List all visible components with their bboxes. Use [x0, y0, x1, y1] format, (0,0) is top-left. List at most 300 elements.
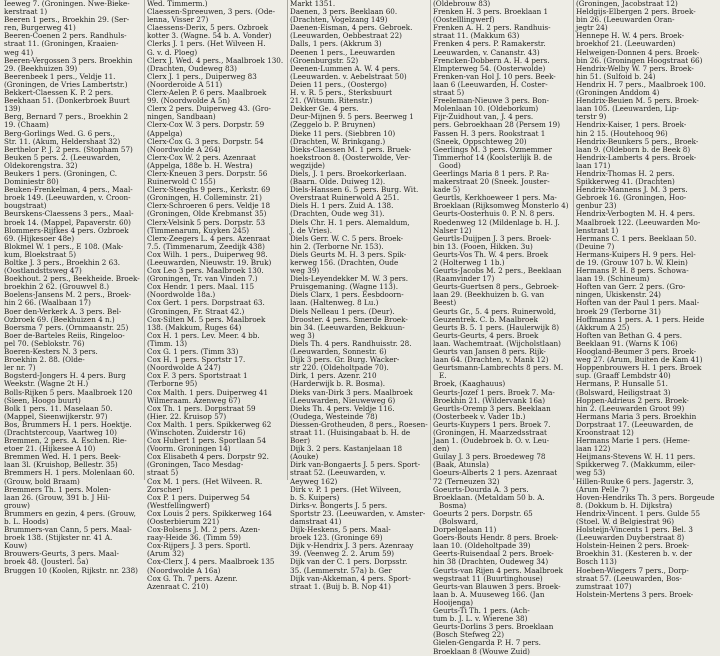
directory-entry-line: bougstraat): [4, 201, 47, 211]
directory-entry-line: Geurtls, Kerkhoeweer 1 pers. Ma-: [433, 193, 557, 203]
directory-entry-line: Cox F. 3 pers. Sportstraat 1: [147, 371, 248, 381]
directory-entry-line: Cox M. 1 pers. (Het Wilveen. R.: [147, 476, 263, 486]
directory-entry-line: (Groenburgstr. 52): [290, 55, 359, 65]
directory-entry-line: (Drachten, W. Brinkgang.): [290, 136, 386, 146]
directory-entry-line: Clerx-Kneuen 3 pers. Dorpstr. 56: [147, 168, 268, 178]
directory-column-4: [431, 0, 574, 656]
directory-entry-line: Diels Th. 4 pers. Randhuisstr. 28.: [290, 338, 412, 348]
directory-column-2: [145, 0, 288, 591]
directory-entry-line: 39. (Veenweg 2. 2. Arum 59): [290, 549, 395, 559]
directory-entry-line: (Deuine 7): [576, 241, 615, 251]
directory-entry-line: hin 51. (Sulfoid b. 24): [576, 71, 656, 81]
directory-entry-line: (Groningen, de Vries Lambertstr.): [4, 79, 128, 89]
directory-entry-line: straat 52. (Leeuwarden, v.: [290, 468, 386, 478]
directory-entry-line: Hoften van Gerr. 2 pers. (Gro-: [576, 282, 686, 292]
directory-entry-line: 138. (Makkum, Ruges 64): [147, 322, 242, 332]
directory-entry-line: Cox H. 1 pers. Lev. Meer. 4 bb.: [147, 330, 260, 340]
directory-entry-line: Geerts-Ruisendaal 2 pers. Broek-: [433, 549, 554, 559]
directory-entry-line: Hendrix-Mannens J. M. 3 pers.: [576, 185, 688, 195]
directory-entry-line: Wed. Timmerm.): [147, 0, 208, 8]
directory-entry-line: Geerlings Maria 8 1 pers. P. Ra-: [433, 168, 549, 178]
directory-entry-line: Geurtls-Duijpen J. 3 pers. Broek-: [433, 233, 552, 243]
directory-entry-line: Gielen-Gengarda P. H. 7 pers.: [433, 638, 541, 648]
directory-entry-line: Cox Leo 3 pers. Maalbroek 130.: [147, 266, 264, 276]
directory-entry-line: Overstraat Ruinerwold A 251.: [290, 193, 400, 203]
directory-entry-line: Bolls-Rijken 5 pers. Maalbroek 120: [4, 387, 133, 397]
directory-entry-line: Hoppenbrouwers H. 1 pers. Broek: [576, 363, 702, 373]
directory-entry-line: Cox-Silten M. 5 pers. Maalbroek: [147, 314, 266, 324]
directory-entry-line: Dieke 11 pers. (Siebbren 10): [290, 128, 396, 138]
directory-entry-line: (Aouke): [290, 452, 319, 462]
directory-entry-line: Geurts-Jacobs M. 2 pers., Beeklaan: [433, 266, 562, 276]
directory-entry-line: Geurts-van Rijen 4 pers. Maalbroek: [433, 565, 564, 575]
directory-entry-line: Ozbroek 69. (Beekhuizen 4 n.): [4, 314, 115, 324]
directory-entry-line: Ruinerwold C 155): [147, 177, 216, 187]
directory-entry-line: Cox Th. 1 pers. Dorpstraat 59: [147, 403, 256, 413]
directory-entry-line: broek 123. (Groninge 69): [290, 533, 383, 543]
directory-entry-line: lenna, Visser 27): [147, 15, 209, 25]
directory-entry-line: Clerx 2 pers. Duiperweg 43. (Gro-: [147, 104, 271, 114]
directory-entry-line: weg 39): [290, 266, 320, 276]
directory-entry-line: Boelens-Jansens M. 2 pers., Broek-: [4, 290, 132, 300]
directory-entry-line: Dalls, 1 pers. (Akkrum 3): [290, 39, 382, 49]
directory-entry-line: Cox Malth. 1 pers. Spikkerweg 62: [147, 419, 272, 429]
directory-entry-line: (Mappel, Sieenwijkerstr. 97): [4, 411, 108, 421]
directory-entry-line: Cox Hubert 1 pers. Sportlaan 54: [147, 436, 267, 446]
directory-entry-line: laan b. A. Muuseweg 166. (Jan: [433, 589, 545, 599]
directory-entry-line: Hooijenga): [433, 597, 474, 607]
directory-entry-line: (Sneek, Oppschteweg 20): [433, 136, 527, 146]
directory-entry-line: Cox-Bolsens J. M. 2 pers. Azen-: [147, 525, 261, 535]
directory-entry-line: (Groningen, Olde Krebmanst 35): [147, 209, 267, 219]
directory-entry-line: (Leeuwarden Duyberstraat 8): [576, 533, 685, 543]
directory-entry-line: Cox Wilh. 1 pers., Duiperweg 98.: [147, 249, 268, 259]
directory-entry-line: Frenken 4 pers. P. Ramakerstr.: [433, 39, 546, 49]
directory-entry-line: (Hier. 22. Kruisop 57): [147, 411, 227, 421]
directory-entry-line: hin 2. (Terborne Nr. 153).: [290, 241, 384, 251]
directory-entry-line: Goeurts 2 pers. Dorpstr. 65 (Bolsward,: [433, 508, 533, 526]
directory-entry-line: Aeyweg 162): [290, 476, 338, 486]
directory-entry-line: (Timm. 13): [147, 338, 188, 348]
directory-entry-line: Bremmen Wed. H. 1 pers. Beek-: [4, 452, 121, 462]
directory-entry-line: str 220. (Oldeholtpade 70).: [290, 363, 389, 373]
directory-entry-line: Geurts B. 5. 1 pers. (Haulerwijk 8): [433, 322, 559, 332]
directory-entry-line: makerstraat 20 (Sneek. Jouster-: [433, 177, 550, 187]
directory-entry-line: bin 34. (Leeuwarden, Bekkuun-: [290, 322, 405, 332]
directory-entry-line: Goeurs-Alberts 2 1 pers. Azenraat: [433, 468, 558, 478]
directory-entry-line: laan 64. (Drachten, v. Mank 12): [433, 355, 549, 365]
directory-entry-line: Broeklaan 8 (Wouwe Zuid): [433, 646, 530, 656]
directory-entry-line: (Noordwolde A 264): [147, 144, 221, 154]
directory-entry-line: (Akkrum A 25): [576, 322, 630, 332]
directory-entry-line: weg 53): [576, 468, 606, 478]
directory-entry-line: J. de Vries).: [290, 225, 332, 235]
directory-entry-line: kerstraat 1): [4, 7, 48, 17]
directory-entry-line: wegstraat 11 (Buurtinghouse): [433, 573, 543, 583]
directory-entry-line: Zorscher): [147, 484, 183, 494]
directory-entry-line: laan 26. (Grouw, 391 b. J Hil-: [4, 492, 110, 502]
directory-entry-line: straat 11. (Groningen, Kraaien-: [4, 39, 119, 49]
directory-entry-line: Dominiestr 80): [4, 177, 59, 187]
directory-entry-line: Nalser 12): [433, 225, 472, 235]
directory-entry-line: Berg, Bernard 7 pers., Broekhin 2: [4, 112, 129, 122]
directory-entry-line: Geurts-van Blauwen 3 pers. Broek-: [433, 581, 561, 591]
directory-entry-line: Dijk van-Akkeman, 4 pers. Sport-: [290, 573, 411, 583]
directory-entry-line: Geurts-Geurts, 4 pers. Broek: [433, 330, 539, 340]
directory-entry-line: Clerx-Cox G. 3 pers. Dorpstr. 54: [147, 136, 264, 146]
directory-entry-line: etoer 21. (Hijkesee A 10): [4, 444, 96, 454]
directory-entry-line: laan 29. (Beekhuizen b. G. van: [433, 290, 545, 300]
directory-entry-line: Fassen H. 3 pers. Rookstraat 1: [433, 128, 546, 138]
directory-entry-line: hin 2 15. (Houtehooq 96): [576, 128, 668, 138]
directory-entry-line: Bolk 1 pers. 11. Maselaan 50.: [4, 403, 113, 413]
directory-entry-line: Geurts van Jansen 8 pers. Rijk-: [433, 347, 546, 357]
directory-entry-line: (Oldebrouw 83): [433, 0, 491, 8]
directory-entry-line: (Groningen, Taco Mesdag-: [147, 460, 244, 470]
directory-entry-line: Geurts-Ti Th. 1 pers. (Ach-: [433, 606, 530, 616]
directory-entry-line: broek 138. (Stijkster nr. 41 A.: [4, 533, 113, 543]
directory-entry-line: Hoften van Bethan G. 4 pers.: [576, 330, 682, 340]
directory-entry-line: laan 3l. (Kruishop, Bellestr. 35): [4, 460, 118, 470]
directory-entry-line: Daenen-Eisman, 4 pers. Gebroek.: [290, 23, 413, 33]
directory-entry-line: (Timmenarum, Kuyken 245): [147, 225, 250, 235]
directory-entry-line: Diels Geurts M. H. 3 pers. Spik-: [290, 249, 407, 259]
directory-entry-line: weg 41): [4, 47, 34, 57]
directory-entry-line: hin 2. (Leeuwarden Groot 99): [576, 403, 685, 413]
directory-entry-line: bin 26. (Groningen Hoogstraat 66): [576, 55, 703, 65]
directory-entry-line: Blommers-Rijfkes 4 pers. Ozbroek: [4, 225, 129, 235]
directory-entry-line: Hillen-Ruuke 6 pers. Jagerstr. 3,: [576, 476, 694, 486]
directory-entry-line: 139): [4, 104, 21, 114]
directory-entry-line: Gebroek 16. (Groningen, Hoo-: [576, 193, 687, 203]
directory-entry-line: laan 6 (Leeuwarden, H. Coster-: [433, 79, 548, 89]
directory-entry-line: Hendrix-Welby W. 7 pers. Broek-: [576, 63, 694, 73]
directory-entry-line: Brouwers-Geurts, 3 pers. Maal-: [4, 549, 119, 559]
directory-entry-line: Dirk van-Bongaerts J. 5 pers. Sport-: [290, 460, 421, 470]
directory-entry-line: Heldgijs-Elbergen 2 pers. Broek-: [576, 7, 696, 17]
directory-entry-line: Clerx-Cox W. 2 pers. Azenraat: [147, 152, 256, 162]
directory-entry-line: Holstein-Heinen 2 pers. Broek-: [576, 541, 690, 551]
directory-entry-line: Cox Malth. 1 pers. Duiperweg 41: [147, 387, 269, 397]
directory-entry-line: Hermans Marie 1 pers. (Heme-: [576, 436, 690, 446]
directory-entry-line: Hendrix-Kaiser, 1 pers. Broek-: [576, 120, 687, 130]
directory-entry-line: Beerenbeek 1 pers., Veldje 11.: [4, 71, 116, 81]
directory-entry-line: Hermans Maria 3 pers. Broekhin: [576, 411, 697, 421]
directory-entry-line: de 19. (Grouw 107 b. W. Klein): [576, 258, 688, 267]
directory-entry-line: Cox Louis 2 pers. Spikkerweg 164: [147, 508, 272, 518]
directory-entry-line: straat 11. (Makkum 63): [433, 31, 520, 41]
directory-entry-line: Helweigen-Donnen 4 pers. Broek-: [576, 47, 700, 57]
directory-entry-line: Hendrix-Thomas H. 2 pers.: [576, 168, 675, 178]
directory-entry-line: Bremmers H. 1 pers. Molenlaan 60.: [4, 468, 135, 478]
directory-entry-line: laan 19. (Schineum): [576, 274, 650, 284]
directory-entry-line: (Baarn. Olde. Duiweg 12).: [290, 177, 386, 187]
directory-entry-line: Dirk v. P. 1 pers. (Het Wilveen,: [290, 484, 402, 494]
directory-entry-line: Weekstr. (Wagne 2t H.): [4, 379, 89, 389]
directory-entry-line: Timmerhof 14 (Koolsterlijk B. de Good): [433, 152, 553, 170]
directory-entry-line: Hendrix-Beunkers 5 pers., Broek-: [576, 136, 699, 146]
directory-entry-line: Hoogland-Beumer 3 pers. Broek-: [576, 347, 697, 357]
directory-column-3: [288, 0, 431, 591]
directory-entry-line: Dijk v-Hendrix J. 3 pers. Azenraay: [290, 541, 414, 551]
directory-entry-line: 21. (Witsum. Ritenstr.): [290, 96, 373, 106]
directory-entry-line: Kouw): [4, 541, 28, 551]
directory-entry-line: broek 48. (Jousterl. 5a): [4, 557, 89, 567]
directory-entry-line: broekhin 2 62. (Grouwvel 8.): [4, 282, 110, 292]
directory-entry-line: broek 14. (Mappel, Papaverstr. 60): [4, 217, 131, 227]
directory-entry-line: Dijk 3 pers. Gr. Burg. Wacker-: [290, 355, 400, 365]
directory-entry-line: 99. (Noordwolde A 5n): [147, 96, 230, 106]
directory-entry-line: Bogsterd-Jongers H. 4 pers. Burg: [4, 371, 126, 381]
directory-entry-line: Cox H. 1 pers. Sportstr 17.: [147, 355, 246, 365]
directory-entry-line: damstraat 41): [290, 517, 342, 526]
directory-entry-line: Deenen 1 pers., Leeuwarden: [290, 47, 396, 57]
directory-entry-line: Azenraat C. 210): [147, 581, 209, 591]
directory-entry-line: Hoffmanns 1 pers. A. 1 pers. Heide: [576, 314, 705, 324]
directory-entry-line: straat 1. (Buij b. B. Nop 41): [290, 581, 391, 591]
directory-entry-line: (Bolsward, Heiligstraat 3): [576, 387, 671, 397]
directory-entry-line: Markt 1351.: [290, 0, 336, 8]
directory-entry-line: Clerx-Schroeren 6 pers. Veldje 18: [147, 201, 271, 211]
directory-entry-line: 35. (Lemmerstr. 57a) b. Ger: [290, 565, 392, 575]
directory-entry-line: den): [433, 444, 450, 454]
directory-entry-line: (Noordwolde A 16a): [147, 565, 221, 575]
directory-entry-line: Goeurts-Dourda A. 3 pers.: [433, 484, 529, 494]
directory-entry-line: 8. (Dokkum b. H. Dijkstra): [576, 500, 673, 510]
directory-entry-line: Hermans P. H. 8 pers. Schowa-: [576, 266, 689, 276]
directory-entry-line: (Stoel. W. d Belgiestrat 96): [576, 517, 675, 526]
directory-entry-line: grouw): [4, 500, 30, 510]
directory-entry-line: Bos, Brummers H. 1 pers. Hoektje.: [4, 419, 132, 429]
directory-column-5: [574, 0, 717, 599]
directory-entry-line: jegtr 24): [576, 23, 608, 33]
directory-entry-line: Beuken 5 pers. 2. (Leeuwarden,: [4, 152, 121, 162]
directory-entry-line: (Noordwolde 18a.): [147, 290, 216, 300]
directory-entry-line: (Groningen, Jacobstraat 12): [576, 0, 678, 8]
directory-entry-line: laan 105. (Leeuwarden, Lip-: [576, 104, 679, 114]
directory-entry-line: (Oosterbeek v. Vader 1b.): [433, 411, 526, 421]
directory-entry-line: Geurts-Kuypers 1 pers. Broek 7.: [433, 419, 551, 429]
directory-entry-line: Hendrix H. 7 pers., Maalbroek 100.: [576, 79, 706, 89]
directory-entry-line: (Winschoten. Zuiderstr 16): [147, 427, 246, 437]
directory-entry-line: (Leeuwarden, Nieuwstr. 19. Bruk): [147, 258, 272, 267]
directory-entry-line: Molenlaan 10. (Oldeborkum): [433, 104, 539, 114]
directory-entry-line: ler nr. 7): [4, 363, 36, 373]
directory-entry-line: (Arum 32): [147, 549, 185, 559]
directory-entry-line: Fijr-Zuidhout van, J. 4 pers.: [433, 112, 534, 122]
directory-entry-line: Broeklaan. (Metaldam 50 b. A. Bosma): [433, 492, 545, 510]
directory-entry-line: H. v. R. 5 pers., Sterksbuurt: [290, 88, 393, 98]
directory-entry-line: lenstraat 1): [576, 225, 619, 235]
directory-entry-line: (Drachten, Vogelzang 149): [290, 15, 388, 25]
directory-entry-line: (Oostelllingwerf): [433, 15, 495, 25]
directory-entry-line: Frenken H. 3 pers. Broeklaan 1: [433, 7, 549, 17]
directory-entry-line: Beeren-Coenen 2 pers. Randhuls-: [4, 31, 127, 41]
directory-entry-line: Cox Elisabeth 4 pers. Dorpstr 92.: [147, 452, 269, 462]
directory-entry-line: Broek, (Kaaghauus): [433, 379, 506, 389]
directory-entry-line: Bremmen, 2 pers. A. Eschen. Rie-: [4, 436, 127, 446]
directory-entry-line: Broeklaan (Rijksomweg Monsterlo 4): [433, 201, 569, 211]
directory-entry-line: Hennepe H. W. 4 pers. Broek-: [576, 31, 685, 41]
directory-entry-line: Hermans-Kuipers H. 9 pers. Hel-: [576, 249, 696, 259]
directory-entry-line: (Baak, Atunsla): [433, 460, 489, 470]
directory-entry-line: (Terborne 95): [147, 379, 198, 389]
directory-entry-line: Cox G. Th. 7 pers. Azenr.: [147, 573, 238, 583]
directory-entry-line: kum, Bloekstraat 5): [4, 249, 77, 259]
directory-entry-line: (Westfellingwerf): [147, 500, 210, 510]
directory-entry-line: Kroonstraat 12): [576, 427, 634, 437]
directory-entry-line: Diels-Hanssen 6. 5 pers. Burg. Wit.: [290, 185, 419, 195]
directory-entry-line: Berthelor P. J. 2 pers. (Stopham 57): [4, 144, 133, 154]
directory-entry-line: Dorpstraat 17. (Leeuwarden, de: [576, 419, 694, 429]
directory-entry-line: Bremmers Th. 1 pers. Molen-: [4, 484, 111, 494]
directory-entry-line: (Oudega, Westeinde 78): [290, 411, 378, 421]
directory-entry-line: broekhof 21. (Leeuwarden): [576, 39, 676, 49]
directory-entry-line: Dirk, 1 pers. Azenr. 210: [290, 371, 377, 381]
directory-entry-line: Cox-Rijpers J. 3 pers. Sportl.: [147, 541, 251, 551]
directory-entry-line: Boer de-Barteles Reiis, Ringeloo-: [4, 330, 125, 340]
directory-entry-line: Pruisgemaning. (Wagne 113).: [290, 282, 398, 292]
directory-entry-line: Dieks Th. 4 pers. Veldje 116.: [290, 403, 395, 413]
directory-entry-line: G. v. d. Ploeg): [147, 47, 198, 57]
directory-entry-line: weg 27. (Arum, Buiten de Kam 41): [576, 355, 703, 365]
directory-entry-line: Deien 11 pers., (Oostergo): [290, 79, 387, 89]
directory-entry-line: Diels Chr. H. 1 pers. Alemaldum,: [290, 217, 410, 227]
directory-entry-line: Boekhout. 2 pers., Beekheide. Broek-: [4, 274, 140, 284]
directory-entry-line: (Groningen Anddom 4): [576, 88, 660, 98]
directory-entry-line: Geurts-Oosterhuis 0. P. N. 8 pers.: [433, 209, 555, 219]
directory-entry-line: Hoven-Hendriks Th. 3 pers. Borgeude: [576, 492, 715, 502]
directory-entry-line: Hermans C. 1 pers. Beeklaan 50.: [576, 233, 697, 243]
directory-entry-line: Beeren 1 pers., Broekhin 29. (Ser-: [4, 15, 130, 25]
directory-entry-line: sup. (Graaff Lembdstr 40): [576, 371, 671, 381]
directory-entry-line: Hendrix-Vincent. 1 pers. Gulde 55: [576, 508, 701, 518]
directory-entry-line: Geurts-Vos Th. W. 4 pers. Broek: [433, 249, 549, 259]
directory-entry-line: Geerlings M. 3 pers. Ozmemmer: [433, 144, 552, 154]
directory-entry-line: (Appelga): [147, 128, 183, 138]
directory-entry-line: b. L. Hoods): [4, 517, 49, 526]
directory-entry-line: hin 38 (Drachten, Oudeweg 34): [433, 557, 549, 567]
directory-entry-line: Oldekorengstra. 32): [4, 160, 78, 170]
directory-entry-line: laan 10. (Oldeholtpade 39): [433, 541, 531, 551]
directory-entry-line: 29. (Beekhuizen 39): [4, 63, 78, 73]
directory-entry-line: weg 3): [290, 330, 315, 340]
directory-entry-line: Heijmans-Stevens W. H. 11 pers.: [576, 452, 696, 462]
directory-entry-line: Hoften van der Paul 1 pers. Maal-: [576, 298, 700, 308]
directory-entry-line: Frenken A. H. 2 pers. Randhuis-: [433, 23, 551, 33]
directory-entry-line: Dijk 3. 2 pers. Kastanjelaan 18: [290, 444, 403, 454]
directory-entry-line: (Oostlandsttsweg 47): [4, 266, 82, 276]
directory-entry-line: Bosch 113): [576, 557, 617, 567]
directory-entry-line: Beest): [433, 298, 457, 308]
directory-entry-line: kerweg 156. (Drachten, Oude: [290, 258, 399, 267]
directory-entry-line: (Drachten, Oude weg 31).: [290, 209, 385, 219]
directory-entry-line: Clerx-Zeegers L. 4 pers. Azenraat: [147, 233, 271, 243]
directory-entry-line: Roedenweg 12 (Mildenlage b. H. J.: [433, 217, 560, 227]
directory-entry-line: Beuken-Frenkelman, 4 pers., Maal-: [4, 185, 133, 195]
directory-entry-line: Hermans, P. Hunsalle 51.: [576, 379, 668, 389]
directory-entry-line: Geurts-Jozef 1 pers. Broek 7. Ma-: [433, 387, 555, 397]
directory-entry-line: Deenen-Lummen A. W. 4 pers.: [290, 63, 400, 73]
directory-entry-line: Drooster. 4 pers. Smerde Broek-: [290, 314, 408, 324]
directory-entry-line: Diels, J. 1 pers. Broekorkerlaan.: [290, 168, 407, 178]
directory-entry-line: Bruggen 10 (Koolen, Rijkstr. nr. 238): [4, 565, 138, 575]
directory-entry-line: Claessen-Spreeuwen, 3 pers. (Ode-: [147, 7, 276, 17]
directory-entry-line: Dijk-Heskens, 5 pers. Maal-: [290, 525, 391, 535]
directory-entry-line: Spikkerweg 41. (Drachten): [576, 177, 675, 187]
directory-entry-line: (Zeggelo b. P. Bruynen): [290, 120, 376, 130]
directory-entry-line: straat 11. (Huisingabaat b. H. de: [290, 427, 411, 437]
directory-entry-line: (Leeuwarden, Oebbestraat 22): [290, 31, 402, 41]
directory-entry-line: Dekker Ge. 4 pers.: [290, 104, 359, 114]
directory-entry-line: Dieks-Claessen M. 1 pers. Bruek-: [290, 144, 412, 154]
directory-entry-line: Clerx J. Wed. 4 pers., Maalbroek 130.: [147, 55, 284, 65]
directory-entry-line: Leeuwarden, v. Cananstr. 43): [433, 47, 540, 57]
directory-entry-line: broek 149. (Leeuwarden, v. Croon-: [4, 193, 131, 203]
directory-entry-line: Hoppen-Adrieus 2 pers. Broek-: [576, 395, 689, 405]
directory-entry-line: (Leeuwarden. v. Aebelstraat 50): [290, 71, 407, 81]
directory-entry-line: hoekstroon 8. (Oosterwolde, Ver-: [290, 152, 411, 162]
directory-entry-line: Elmpterweg 54. (Oosterwolde): [433, 63, 546, 73]
directory-entry-line: (Drachten, Oudeweg 83): [147, 63, 237, 73]
directory-entry-line: Diels-Leyendekker M. W. 3 pers.: [290, 274, 408, 284]
directory-entry-line: Clerx J. 1 pers., Duiperweg 83: [147, 71, 257, 81]
directory-entry-line: laan. Wachemtraat. (Wijcholstlaan): [433, 338, 561, 348]
directory-entry-line: b. S. Kuipers): [290, 492, 340, 502]
directory-entry-line: Geurts-Guertsen 8 pers., Gebroek-: [433, 282, 559, 292]
directory-entry-line: Geurtls-Oremp 3 pers. Beeklaan: [433, 403, 551, 413]
directory-entry-line: Beurskens-Claessens 3 pers., Maal-: [4, 209, 134, 219]
directory-entry-line: Sportstr 23. (Leeuwarden, v. Amster-: [290, 508, 426, 518]
directory-entry-line: 72 (Terneuzen 32): [433, 476, 500, 486]
directory-entry-line: (Raamvinder 17): [433, 274, 495, 284]
directory-entry-line: (Groningen, Tr. van Vinden 7.): [147, 274, 258, 284]
directory-entry-line: Diels H. 1 pers. Zuid A. 138.: [290, 201, 394, 211]
directory-entry-line: Dijk van der C. 1 pers. Dorpsstr.: [290, 557, 408, 567]
directory-entry-line: wegzijde): [290, 160, 325, 170]
directory-entry-line: Maalbroek 122. (Leeuwarden Mo-: [576, 217, 701, 227]
directory-entry-line: kade 5): [433, 185, 461, 195]
directory-entry-line: genbur 23): [576, 201, 617, 211]
directory-entry-line: Boltke J. 3 pers., Broekhin 2 63.: [4, 258, 121, 267]
directory-entry-line: (Voorm. Groningen 14): [147, 444, 231, 454]
directory-entry-line: Brummers-van Cann, 5 pers. Maal-: [4, 525, 132, 535]
directory-entry-line: (Drachtstercoup, Vaartweg 10): [4, 427, 117, 437]
directory-entry-line: (Sieen, Hoogo buurt): [4, 395, 81, 405]
directory-entry-line: Claessens-Derix, 5 pers. Ozbroek: [147, 23, 269, 33]
directory-entry-line: (Groningen, H. Maarzedsstraat: [433, 427, 547, 437]
directory-entry-line: Broekhin 31. (Kesteren b. v. der: [576, 549, 693, 559]
directory-entry-line: Beekhaan 51. (Donkerbroek Buurt: [4, 96, 130, 106]
directory-entry-line: tum b. J. L. v. Wierene 38): [433, 614, 528, 624]
directory-entry-line: (Groningen, H. Colleminstr. 21): [147, 193, 262, 203]
directory-entry-line: Berg-Gorlings Wed. G. 6 pers.,: [4, 128, 115, 138]
directory-entry-line: (Leeuwarden, Nieuweweg 6): [290, 395, 396, 405]
directory-entry-line: bin 26. (Leeuwarden Oran-: [576, 15, 675, 25]
directory-entry-line: Daenen, 3 pers. Beeklaan 60.: [290, 7, 398, 17]
directory-entry-line: laan. (Haltenweg. 8 Lu.): [290, 298, 379, 308]
directory-entry-line: Freeleman-Nieuwe 3 pers. Bon-: [433, 96, 549, 106]
directory-entry-line: Diels Clarx, 1 pers. Eesbdoorn-: [290, 290, 404, 300]
directory-entry-line: Holsteijn-Vincents 1 pers. Bel. 3: [576, 525, 693, 535]
directory-entry-line: Wilmeraam. Azenweg 67): [147, 395, 241, 405]
directory-entry-line: hin 2 66. (Waalbaan 17): [4, 298, 91, 308]
directory-entry-line: 2 (Holterweg 1 1b.): [433, 258, 505, 267]
directory-entry-line: Clerx-Velsink 5 pers. Dorpstr. 53: [147, 217, 266, 227]
directory-entry-line: Cox G. 1 pers. (Timm 33): [147, 347, 239, 357]
directory-entry-line: ren, Burgerweg 41): [4, 23, 76, 33]
directory-entry-line: 69. (Hijkesoer 48e): [4, 233, 75, 243]
